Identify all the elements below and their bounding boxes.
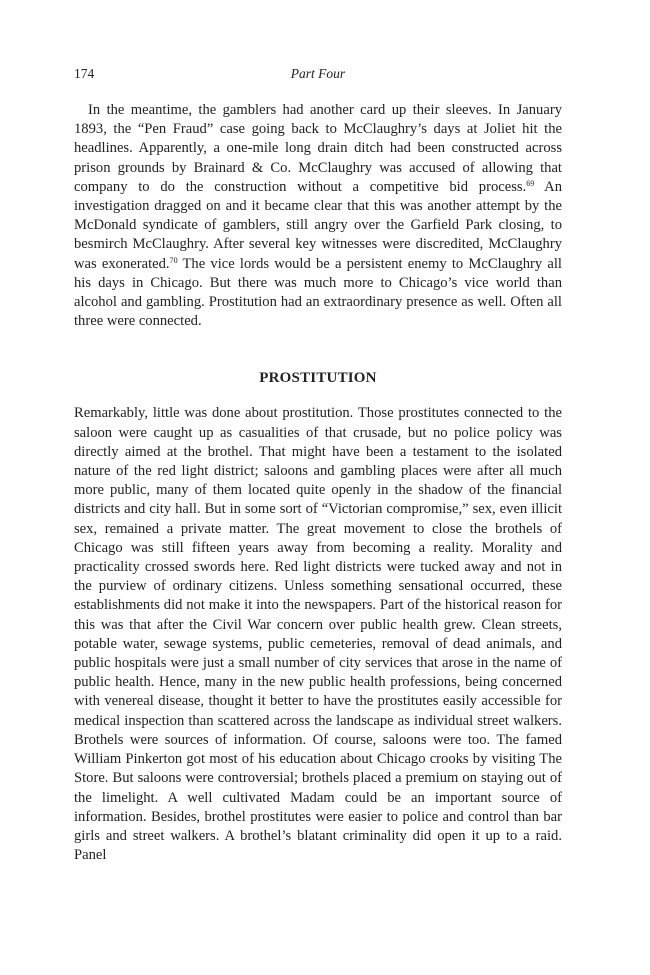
page-number: 174 <box>74 66 95 81</box>
footnote-marker: 70 <box>169 255 178 265</box>
paragraph-text: In the meantime, the gamblers had another card up their sleeves. In January 1893, the “Pen Fraud” case going back to McClaughry’s days at Joliet hit the headlines. Apparently, a one-mile long drain ditch had been constructed across prison grounds by Brainard & Co. McClaughry was accused of allowing that company to do the construction without a competitive bid process. <box>74 102 562 195</box>
paragraph-text: An investigation dragged on and it became clear that this was another attempt by the McDonald syndicate of gamblers, still angry over the Garfield Park closing, to besmirch McClaughry. After several key witnesses were discredited, McClaughry was exonerated. <box>74 178 562 272</box>
footnote-marker: 69 <box>526 178 535 188</box>
paragraph-text: The vice lords would be a persistent enemy to McClaughry all his days in Chicago. But there was much more to Chicago’s vice world than alcohol and gambling. Prostitution had an extraordinary presence as well. Often all three were connected. <box>74 255 562 330</box>
part-title: Part Four <box>290 66 346 81</box>
paragraph-pen-fraud <box>74 101 562 331</box>
section-heading: PROSTITUTION <box>259 370 377 387</box>
paragraph-prostitution <box>74 404 562 865</box>
book-page <box>74 60 562 865</box>
running-head <box>74 60 562 84</box>
paragraph-text: Remarkably, little was done about prostitution. Those prostitutes connected to the saloon were caught up as casualities of that crusade, but no police policy was directly aimed at the brothel. That might have been a testament to the isolated nature of the red light district; saloons and gambling places were after all much more public, many of them located quite openly in the shadow of the financial districts and city hall. But in some sort of “Victorian compromise,” sex, even illicit sex, remained a private matter. The great movement to close the brothels of Chicago was still fifteen years away from becoming a reality. Morality and practicality crossed swords here. Red light districts were tucked away and not in the purview of ordinary citizens. Unless something sensational occurred, these establishments did not make it into the newspapers. Part of the historical reason for this was that after the Civil War concern over public health grew. Clean streets, potable water, sewage systems, public cemeteries, removal of dead animals, and public hospitals were just a small number of city services that arose in the name of public health. Hence, many in the new public health professions, being concerned with venereal disease, thought it better to have the prostitutes easily accessible for medical inspection than scattered across the landscape as individual street walkers. Brothels were sources of information. Of course, saloons were too. The famed William Pinkerton got most of his education about Chicago crooks by visiting The Store. But saloons were controversial; brothels placed a premium on staying out of the limelight. A well cultivated Madam could be an important source of information. Besides, brothel prostitutes were easier to police and control than bar girls and street walkers. A brothel’s blatant criminality did open it up to a raid. Panel <box>74 405 562 864</box>
